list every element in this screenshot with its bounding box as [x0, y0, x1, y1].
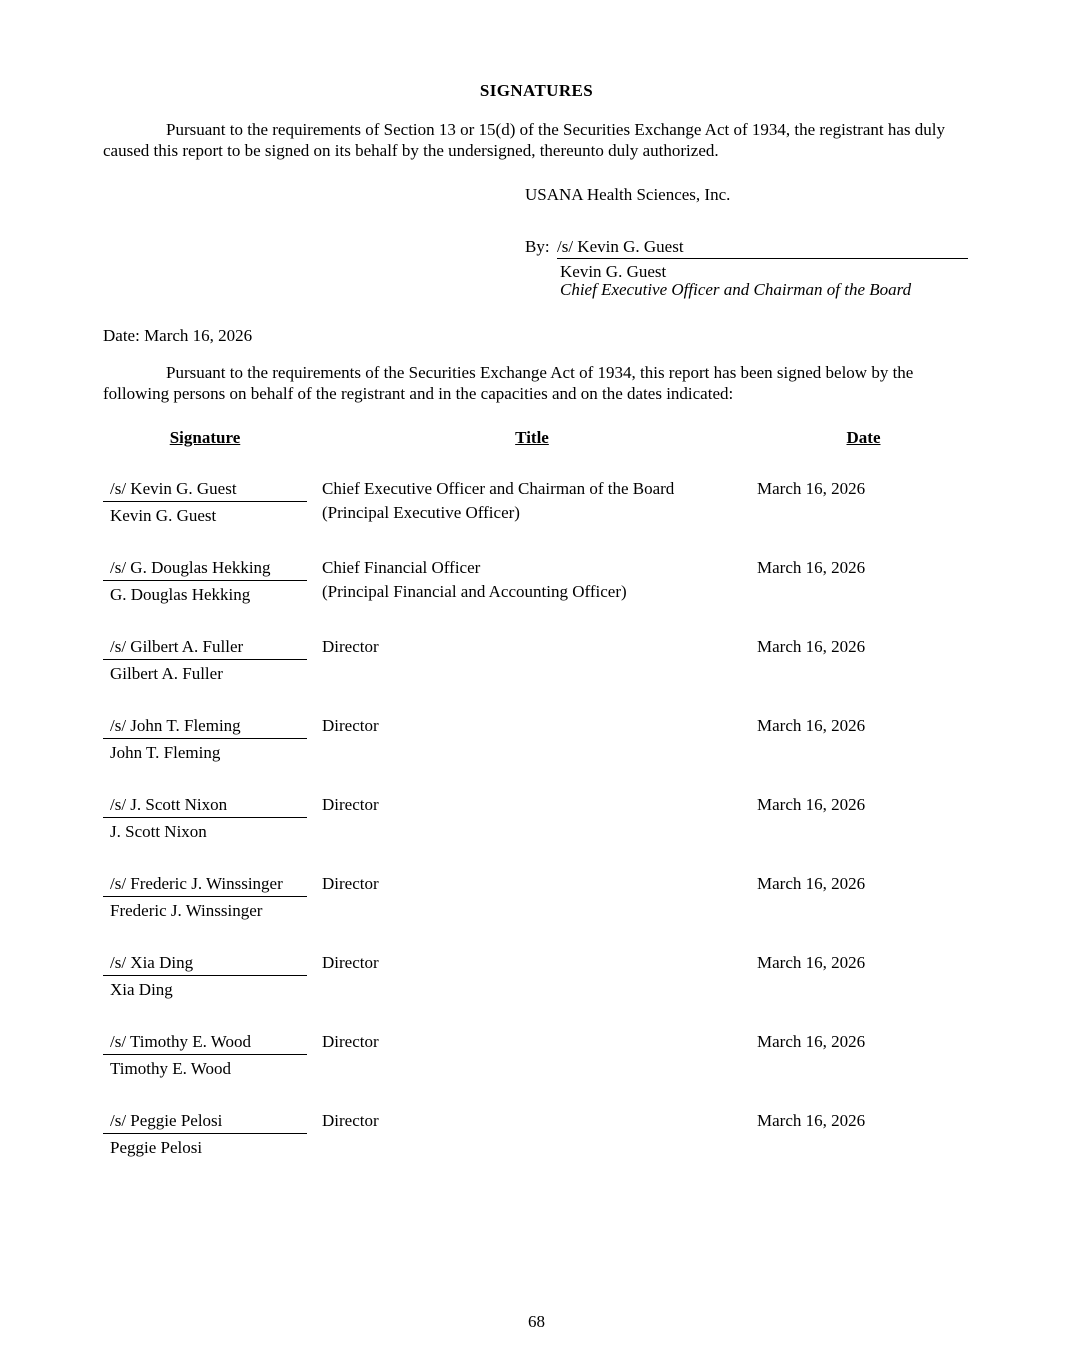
signature-cell: [103, 478, 307, 526]
title-line-1: Director: [322, 795, 379, 814]
signer-name: Xia Ding: [110, 980, 173, 999]
title-line-1: Director: [322, 1111, 379, 1130]
title-line-2: (Principal Executive Officer): [322, 503, 520, 522]
date-cell: March 16, 2026: [757, 716, 866, 735]
title-line-1: Director: [322, 1032, 379, 1051]
signature-cell: [103, 557, 307, 605]
second-paragraph: Pursuant to the requirements of the Securities Exchange Act of 1934, this report has been signed below by the following persons on behalf of the registrant and in the capacities and on the dates indicated:: [103, 363, 914, 403]
title-line-2: [322, 818, 742, 839]
by-signature-line: /s/ Kevin G. Guest: [557, 236, 968, 259]
page-number: 68: [528, 1312, 545, 1331]
title-line-2: [322, 660, 742, 681]
signature-line: /s/ G. Douglas Hekking: [103, 557, 307, 581]
title-cell: [322, 557, 742, 605]
table-row: [103, 794, 970, 842]
signer-name: Gilbert A. Fuller: [110, 664, 223, 683]
by-signature-row: [525, 236, 968, 259]
signer-name: G. Douglas Hekking: [110, 585, 251, 604]
table-row: [103, 952, 970, 1000]
signature-line: /s/ J. Scott Nixon: [103, 794, 307, 818]
title-cell: [322, 1031, 742, 1079]
title-line-2: [322, 739, 742, 760]
title-line-1: Chief Executive Officer and Chairman of the Board: [322, 479, 675, 498]
table-row: [103, 715, 970, 763]
page-title: SIGNATURES: [479, 81, 594, 100]
signature-line: /s/ Gilbert A. Fuller: [103, 636, 307, 660]
date-cell: March 16, 2026: [757, 795, 866, 814]
intro-paragraph: Pursuant to the requirements of Section 13 or 15(d) of the Securities Exchange Act of 1934, the registrant has duly caused this report to be signed on its behalf by the undersigned, thereunto duly authorized.: [103, 120, 945, 160]
signature-cell: [103, 1031, 307, 1079]
table-row: [103, 1031, 970, 1079]
signer-name: J. Scott Nixon: [110, 822, 207, 841]
signature-cell: [103, 636, 307, 684]
title-line-2: [322, 897, 742, 918]
by-signer-title: Chief Executive Officer and Chairman of the Board: [560, 280, 912, 299]
date-cell: March 16, 2026: [757, 874, 866, 893]
title-line-2: [322, 1134, 742, 1155]
signature-line: /s/ Peggie Pelosi: [103, 1110, 307, 1134]
signature-cell: [103, 1110, 307, 1158]
signature-cell: [103, 873, 307, 921]
signer-name: John T. Fleming: [110, 743, 221, 762]
title-line-2: [322, 976, 742, 997]
date-line: Date: March 16, 2026: [103, 326, 253, 345]
signature-cell: [103, 794, 307, 842]
title-cell: [322, 636, 742, 684]
signature-line: /s/ Kevin G. Guest: [103, 478, 307, 502]
title-cell: [322, 1110, 742, 1158]
table-header: [103, 427, 970, 448]
date-cell: March 16, 2026: [757, 1111, 866, 1130]
header-date: Date: [846, 428, 881, 447]
table-row: [103, 873, 970, 921]
header-signature: Signature: [169, 428, 241, 447]
table-row: [103, 478, 970, 526]
signer-name: Kevin G. Guest: [110, 506, 217, 525]
title-line-2: [322, 1055, 742, 1076]
date-cell: March 16, 2026: [757, 953, 866, 972]
date-cell: March 16, 2026: [757, 479, 866, 498]
date-cell: March 16, 2026: [757, 1032, 866, 1051]
signature-cell: [103, 715, 307, 763]
table-row: [103, 636, 970, 684]
signer-name: Frederic J. Winssinger: [110, 901, 263, 920]
table-row: [103, 1110, 970, 1158]
title-line-1: Director: [322, 637, 379, 656]
title-cell: [322, 794, 742, 842]
title-cell: [322, 478, 742, 526]
title-line-1: Chief Financial Officer: [322, 558, 481, 577]
title-cell: [322, 715, 742, 763]
by-label: By:: [525, 237, 550, 256]
signature-line: /s/ John T. Fleming: [103, 715, 307, 739]
by-signer-name: Kevin G. Guest: [560, 262, 667, 281]
signature-line: /s/ Frederic J. Winssinger: [103, 873, 307, 897]
signer-name: Peggie Pelosi: [110, 1138, 203, 1157]
title-line-2: (Principal Financial and Accounting Officer): [322, 582, 627, 601]
table-row: [103, 557, 970, 605]
title-line-1: Director: [322, 953, 379, 972]
date-cell: March 16, 2026: [757, 637, 866, 656]
date-cell: March 16, 2026: [757, 558, 866, 577]
title-cell: [322, 952, 742, 1000]
signature-line: /s/ Timothy E. Wood: [103, 1031, 307, 1055]
header-title: Title: [515, 428, 549, 447]
signature-cell: [103, 952, 307, 1000]
signature-table-body: [103, 478, 970, 1158]
title-line-1: Director: [322, 874, 379, 893]
signer-name: Timothy E. Wood: [110, 1059, 231, 1078]
signature-line: /s/ Xia Ding: [103, 952, 307, 976]
title-line-1: Director: [322, 716, 379, 735]
company-name: USANA Health Sciences, Inc.: [525, 185, 731, 204]
signature-table: [103, 427, 970, 1158]
title-cell: [322, 873, 742, 921]
